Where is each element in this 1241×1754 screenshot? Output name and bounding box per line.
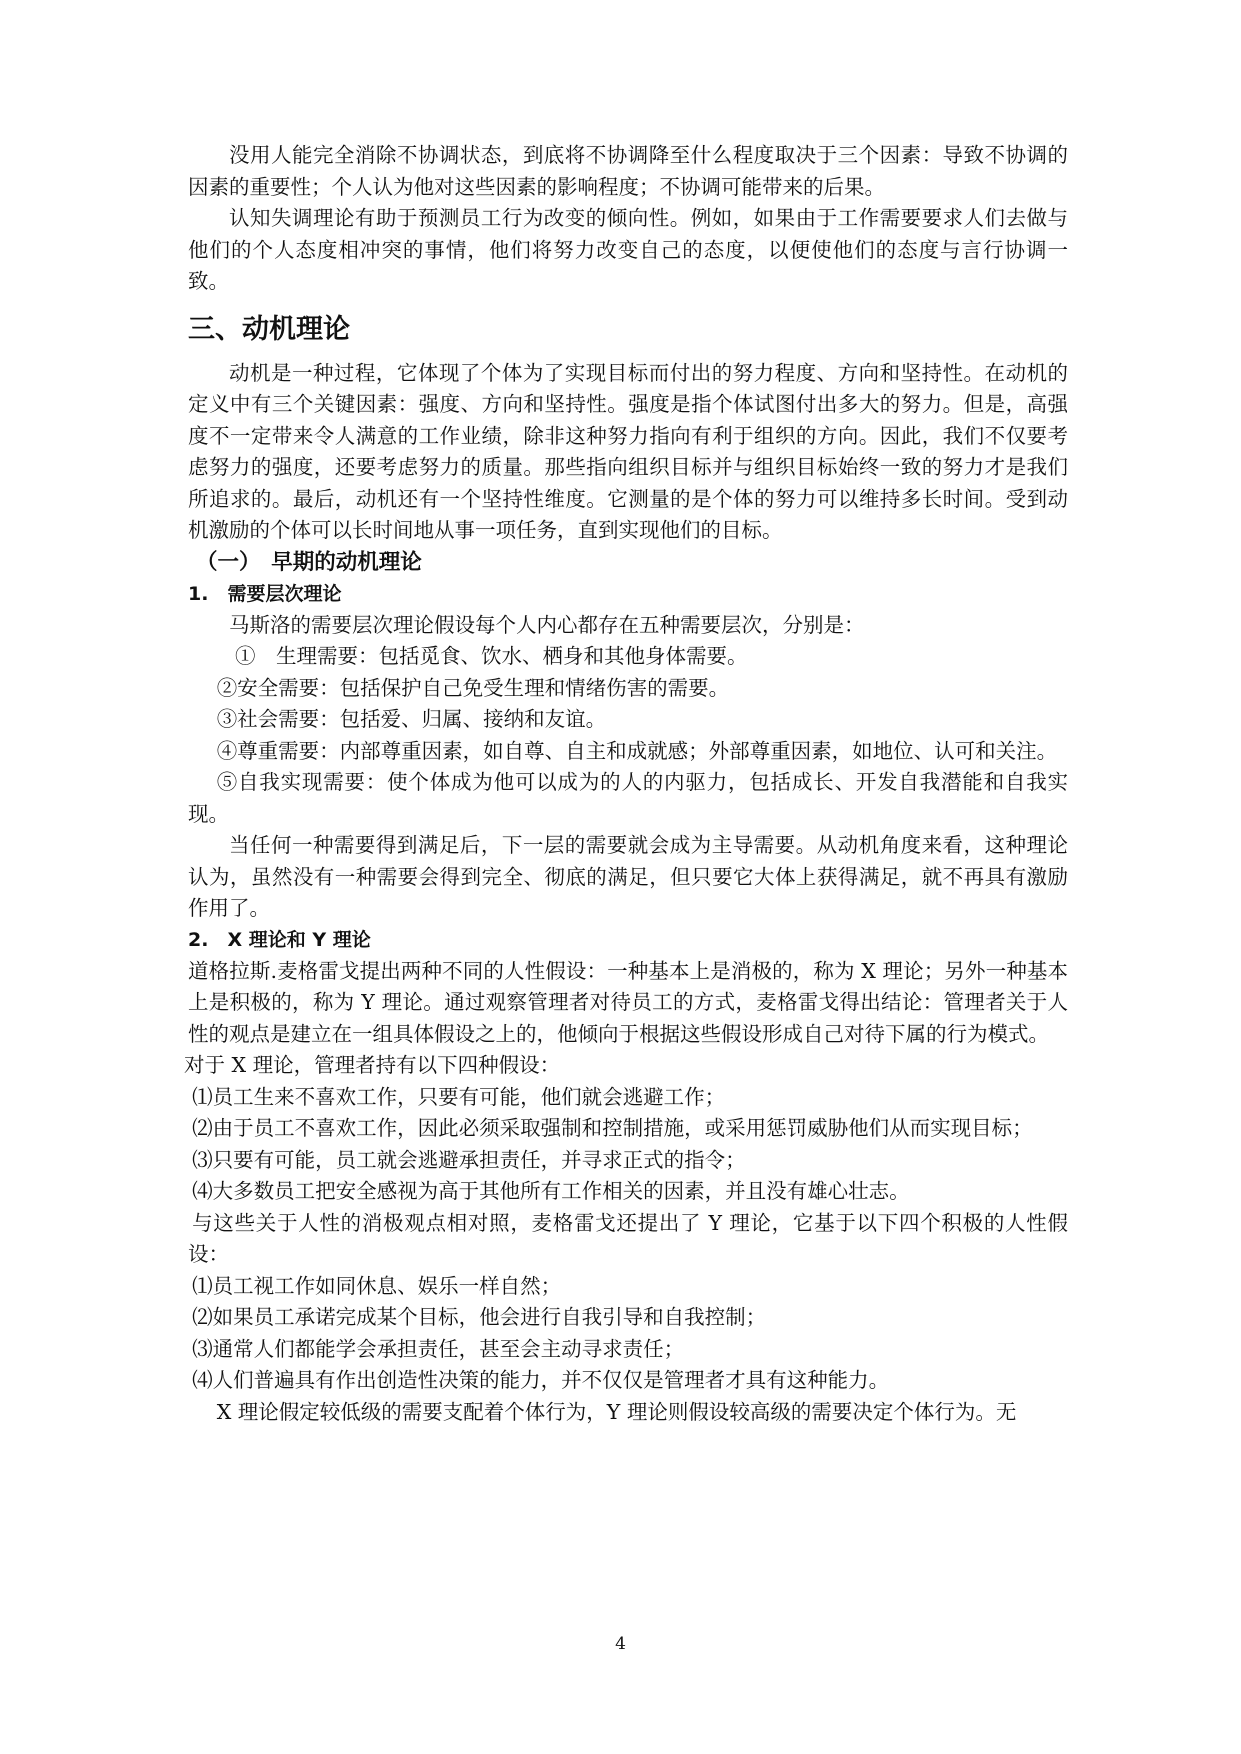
numbered-heading: 2. X 理论和 Y 理论 [188, 928, 371, 951]
paragraph: 当任何一种需要得到满足后，下一层的需要就会成为主导需要。从动机角度来看，这种理论认为，虽然没有一种需要会得到完全、彻底的满足，但只要它大体上获得满足，就不再具有激励作用了。 [188, 833, 1068, 920]
list-item: ① 生理需要：包括觅食、饮水、栖身和其他身体需要。 [235, 644, 748, 668]
list-item: ⑴员工视工作如同休息、娱乐一样自然； [192, 1273, 562, 1298]
section-heading: 三、动机理论 [188, 313, 350, 345]
list-item: ⑵如果员工承诺完成某个目标，他会进行自我引导和自我控制； [192, 1305, 767, 1329]
list-item: ⑷人们普遍具有作出创造性决策的能力，并不仅仅是管理者才具有这种能力。 [192, 1368, 890, 1392]
paragraph: 没用人能完全消除不协调状态，到底将不协调降至什么程度取决于三个因素：导致不协调的因素的重要性；个人认为他对这些因素的影响程度；不协调可能带来的后果。 [188, 143, 1068, 199]
list-item: ④尊重需要：内部尊重因素，如自尊、自主和成就感；外部尊重因素，如地位、认可和关注。 [216, 738, 1058, 763]
numbered-heading: 1. 需要层次理论 [188, 582, 342, 605]
paragraph: X 理论假定较低级的需要支配着个体行为，Y 理论则假设较高级的需要决定个体行为。无 [216, 1399, 1017, 1424]
paragraph: 马斯洛的需要层次理论假设每个人内心都存在五种需要层次，分别是： [229, 612, 865, 637]
list-item: ③社会需要：包括爱、归属、接纳和友谊。 [216, 707, 607, 731]
paragraph: 对于 X 理论，管理者持有以下四种假设： [184, 1053, 561, 1077]
paragraph: 道格拉斯.麦格雷戈提出两种不同的人性假设：一种基本上是消极的，称为 X 理论；另外一种基本上是积极的，称为 Y 理论。通过观察管理者对待员工的方式，麦格雷戈得出结论：管理者关于人性的观点是建立在一组具体假设之上的，他倾向于根据这些假设形成自己对待下属的行为模式。 [188, 958, 1068, 1046]
paragraph: 动机是一种过程，它体现了个体为了实现目标而付出的努力程度、方向和坚持性。在动机的定义中有三个关键因素：强度、方向和坚持性。强度是指个体试图付出多大的努力。但是，高强度不一定带来令人满意的工作业绩，除非这种努力指向有利于组织的方向。因此，我们不仅要考虑努力的强度，还要考虑努力的质量。那些指向组织目标并与组织目标始终一致的努力才是我们所追求的。最后，动机还有一个坚持性维度。它测量的是个体的努力可以维持多长时间。受到动机激励的个体可以长时间地从事一项任务，直到实现他们的目标。 [188, 360, 1068, 542]
paragraph: 认知失调理论有助于预测员工行为改变的倾向性。例如，如果由于工作需要要求人们去做与他们的个人态度相冲突的事情，他们将努力改变自己的态度，以便使他们的态度与言行协调一致。 [188, 206, 1068, 293]
list-item: ⑤自我实现需要：使个体成为他可以成为的人的内驱力，包括成长、开发自我潜能和自我实现。 [188, 770, 1068, 826]
subsection-heading: （一） 早期的动机理论 [196, 549, 422, 575]
page-number: 4 [615, 1634, 626, 1654]
paragraph: 与这些关于人性的消极观点相对照，麦格雷戈还提出了 Y 理论，它基于以下四个积极的人性假设： [188, 1210, 1068, 1266]
list-item: ⑶通常人们都能学会承担责任，甚至会主动寻求责任； [192, 1336, 685, 1361]
list-item: ⑴员工生来不喜欢工作，只要有可能，他们就会逃避工作； [192, 1084, 726, 1109]
list-item: ⑵由于员工不喜欢工作，因此必须采取强制和控制措施，或采用惩罚威胁他们从而实现目标； [192, 1116, 1033, 1140]
document-page [184, 140, 1068, 1428]
list-item: ⑶只要有可能，员工就会逃避承担责任，并寻求正式的指令； [192, 1147, 746, 1172]
list-item: ⑷大多数员工把安全感视为高于其他所有工作相关的因素，并且没有雄心壮志。 [192, 1179, 910, 1203]
list-item: ②安全需要：包括保护自己免受生理和情绪伤害的需要。 [216, 675, 730, 700]
